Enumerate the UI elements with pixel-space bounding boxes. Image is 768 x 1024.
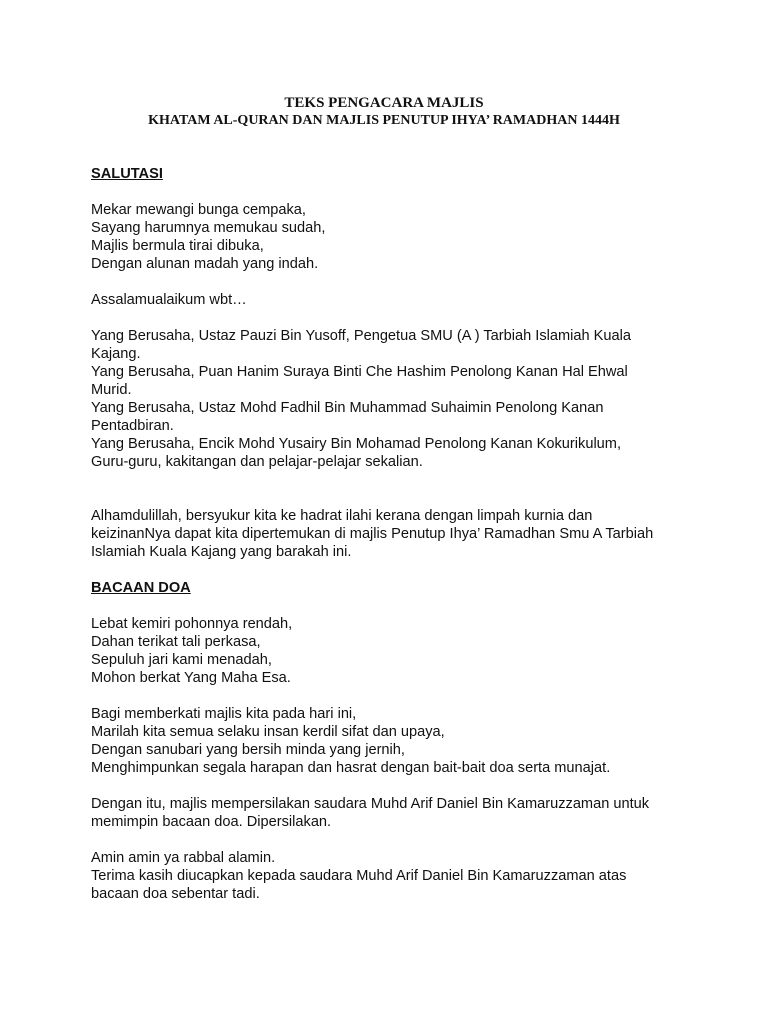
salutasi-pantun (91, 201, 691, 273)
intro-paragraph (91, 507, 691, 561)
pantun-line: Mohon berkat Yang Maha Esa. (91, 670, 291, 686)
pantun-line: Lebat kemiri pohonnya rendah, (91, 616, 293, 632)
pantun-line: Sayang harumnya memukau sudah, (91, 220, 326, 236)
address-line: Yang Berusaha, Encik Mohd Yusairy Bin Mohamad Penolong Kanan Kokurikulum, (91, 436, 622, 452)
greeting-line: Assalamualaikum wbt… (91, 292, 247, 308)
address-line: Pentadbiran. (91, 418, 174, 434)
greeting-paragraph (91, 291, 691, 309)
closing-line: Amin amin ya rabbal alamin. (91, 850, 276, 866)
doa-closing (91, 849, 691, 903)
pantun-line: Dahan terikat tali perkasa, (91, 634, 261, 650)
verse-line: Marilah kita semua selaku insan kerdil sifat dan upaya, (91, 724, 445, 740)
invitation-line: memimpin bacaan doa. Dipersilakan. (91, 814, 332, 830)
address-line: Murid. (91, 382, 132, 398)
document-title: TEKS PENGACARA MAJLIS (284, 95, 484, 111)
section-heading-bacaan-doa: BACAAN DOA (91, 580, 191, 596)
closing-line: bacaan doa sebentar tadi. (91, 886, 260, 902)
doa-invitation (91, 795, 691, 831)
document-subtitle: KHATAM AL-QURAN DAN MAJLIS PENUTUP IHYA’ RAMADHAN 1444H (148, 113, 620, 128)
doa-pantun (91, 615, 691, 687)
verse-line: Bagi memberkati majlis kita pada hari ini, (91, 706, 357, 722)
address-line: Yang Berusaha, Ustaz Pauzi Bin Yusoff, Pengetua SMU (A ) Tarbiah Islamiah Kuala (91, 328, 632, 344)
address-line: Kajang. (91, 346, 141, 362)
addresses-paragraph (91, 327, 691, 471)
section-heading-salutasi: SALUTASI (91, 166, 163, 182)
pantun-line: Sepuluh jari kami menadah, (91, 652, 272, 668)
address-line: Yang Berusaha, Puan Hanim Suraya Binti Che Hashim Penolong Kanan Hal Ehwal (91, 364, 628, 380)
address-line: Yang Berusaha, Ustaz Mohd Fadhil Bin Muhammad Suhaimin Penolong Kanan (91, 400, 604, 416)
intro-line: keizinanNya dapat kita dipertemukan di majlis Penutup Ihya’ Ramadhan Smu A Tarbiah (91, 526, 654, 542)
intro-line: Alhamdulillah, bersyukur kita ke hadrat ilahi kerana dengan limpah kurnia dan (91, 508, 593, 524)
pantun-line: Mekar mewangi bunga cempaka, (91, 202, 306, 218)
pantun-line: Majlis bermula tirai dibuka, (91, 238, 264, 254)
document-title-block (0, 94, 768, 130)
closing-line: Terima kasih diucapkan kepada saudara Muhd Arif Daniel Bin Kamaruzzaman atas (91, 868, 627, 884)
document-body (91, 165, 691, 903)
invitation-line: Dengan itu, majlis mempersilakan saudara Muhd Arif Daniel Bin Kamaruzzaman untuk (91, 796, 650, 812)
doa-verse (91, 705, 691, 777)
pantun-line: Dengan alunan madah yang indah. (91, 256, 319, 272)
verse-line: Menghimpunkan segala harapan dan hasrat dengan bait-bait doa serta munajat. (91, 760, 611, 776)
verse-line: Dengan sanubari yang bersih minda yang jernih, (91, 742, 405, 758)
address-line: Guru-guru, kakitangan dan pelajar-pelajar sekalian. (91, 454, 423, 470)
intro-line: Islamiah Kuala Kajang yang barakah ini. (91, 544, 352, 560)
